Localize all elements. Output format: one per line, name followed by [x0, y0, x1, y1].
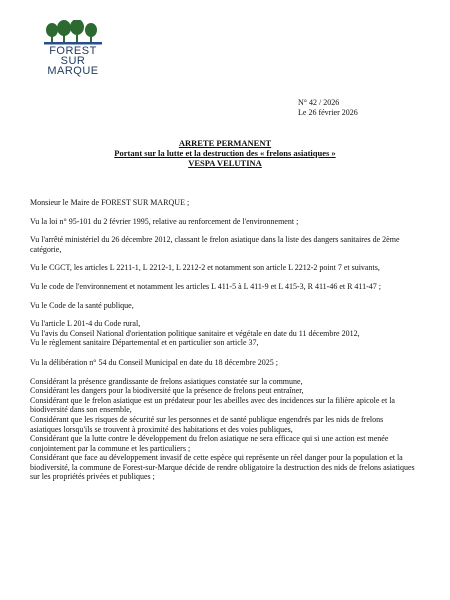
logo-line-marque: MARQUE: [47, 65, 99, 77]
considerant-item: Considérant les dangers pour la biodiversité que la présence de frelons peut entraîner,: [30, 386, 304, 396]
title-line-3: VESPA VELUTINA: [188, 158, 262, 168]
logo-line-sur: SUR: [60, 55, 86, 67]
paragraph: Vu la loi n° 95-101 du 2 février 1995, relative au renforcement de l'environnement ;: [30, 216, 299, 226]
paragraph: Vu le Code de la santé publique,: [30, 300, 134, 310]
paragraph: Monsieur le Maire de FOREST SUR MARQUE ;: [30, 198, 190, 207]
considerant-item: Considérant que le frelon asiatique est un prédateur pour les abeilles avec des incidences sur la filière apicole et la biodiversité dans son ensemble,: [30, 395, 395, 415]
paragraph: Vu le CGCT, les articles L 2211-1, L 2212-1, L 2212-2 et notamment son article L 2212-2 point 7 et suivants,: [30, 263, 380, 273]
trees-logo-icon: [42, 20, 104, 46]
considerants-list: [30, 377, 415, 483]
reference-block: [298, 98, 358, 118]
considerant-item: Considérant que les risques de sécurité sur les personnes et de santé publique engendrés par les nids de frelons asiatiques lorsqu'ils se trouvent à proximité des habitations et des voies publiques,: [30, 414, 384, 434]
paragraph: Vu le règlement sanitaire Départemental et en particulier son article 37,: [30, 338, 259, 348]
legal-references-group: [30, 319, 415, 348]
reference-date: Le 26 février 2026: [298, 108, 358, 117]
paragraph: Vu l'arrêté ministériel du 26 décembre 2012, classant le frelon asiatique dans la liste des dangers sanitaires de 2ème catégorie,: [30, 235, 400, 254]
considerant-item: Considérant que la lutte contre le développement du frelon asiatique ne sera efficace qui si une action est menée conjointement par la commune et les particuliers ;: [30, 434, 389, 453]
paragraph: Vu l'avis du Conseil National d'orientation politique sanitaire et végétale en date du 11 décembre 2012,: [30, 328, 360, 338]
paragraph: Vu le code de l'environnement et notamment les articles L 411-5 à L 411-9 et L 415-3, R 411-46 et R 411-47 ;: [30, 281, 382, 291]
paragraph: Vu l'article L 201-4 du Code rural,: [30, 319, 141, 329]
reference-number: N° 42 / 2026: [298, 98, 340, 107]
considerant-item: Considérant la présence grandissante de frelons asiatiques constatée sur la commune,: [30, 376, 303, 386]
deliberation-paragraph: Vu la délibération n° 54 du Conseil Municipal en date du 18 décembre 2025 ;: [30, 357, 278, 367]
document-body: [30, 198, 415, 482]
title-line-1: ARRETE PERMANENT: [178, 138, 272, 148]
logo-line-forest: FOREST: [49, 45, 97, 57]
title-line-2: Portant sur la lutte et la destruction des « frelons asiatiques »: [114, 148, 336, 158]
municipal-logo: [38, 20, 108, 76]
considerant-item: Considérant que face au développement invasif de cette espèce qui représente un réel danger pour la population et la biodiversité, la commune de Forest-sur-Marque décide de rendre obligatoire la destruction des nids de frelons asiatiques sur les propriétés privées et publiques ;: [30, 453, 415, 482]
document-title: [0, 138, 450, 168]
